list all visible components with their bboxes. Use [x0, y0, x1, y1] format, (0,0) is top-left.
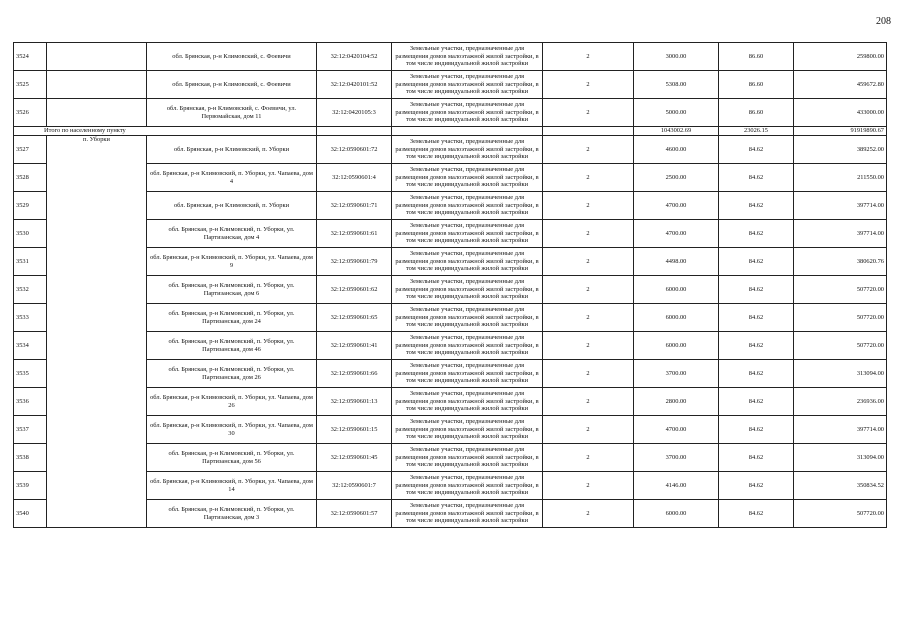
cadastral-value-cell: 507720.00	[794, 332, 887, 360]
rate-cell: 84.62	[719, 276, 794, 304]
land-use-cell: Земельные участки, предназначенные для размещения домов малоэтажной жилой застройки, в том числе индивидуальной жилой застройки	[392, 416, 543, 444]
cadastral-value-cell: 236936.00	[794, 388, 887, 416]
cadastral-value-cell: 389252.00	[794, 136, 887, 164]
row-number: 3536	[14, 388, 47, 416]
cadastral-number: 32:12:0590601:61	[317, 220, 392, 248]
category-cell: 2	[543, 43, 634, 71]
rate-cell: 84.62	[719, 388, 794, 416]
land-use-cell: Земельные участки, предназначенные для размещения домов малоэтажной жилой застройки, в том числе индивидуальной жилой застройки	[392, 500, 543, 528]
address-cell: обл. Брянская, р-н Климовский, п. Уборки, ул. Чапаева, дом 30	[147, 416, 317, 444]
rate-cell: 84.62	[719, 220, 794, 248]
table-row	[14, 99, 887, 127]
cadastral-value-cell: 380620.76	[794, 248, 887, 276]
category-cell: 2	[543, 416, 634, 444]
address-cell: обл. Брянская, р-н Климовский, п. Уборки, ул. Партизанская, дом 6	[147, 276, 317, 304]
cadastral-value-cell: 397714.00	[794, 220, 887, 248]
category-cell: 2	[543, 276, 634, 304]
cadastral-value-cell: 507720.00	[794, 304, 887, 332]
category-cell: 2	[543, 500, 634, 528]
category-cell: 2	[543, 164, 634, 192]
row-number: 3539	[14, 472, 47, 500]
land-use-cell: Земельные участки, предназначенные для размещения домов малоэтажной жилой застройки, в том числе индивидуальной жилой застройки	[392, 360, 543, 388]
category-cell: 2	[543, 248, 634, 276]
land-use-cell: Земельные участки, предназначенные для размещения домов малоэтажной жилой застройки, в том числе индивидуальной жилой застройки	[392, 99, 543, 127]
total-rate: 23026.15	[719, 127, 794, 136]
area-cell: 4498.00	[634, 248, 719, 276]
land-use-cell: Земельные участки, предназначенные для размещения домов малоэтажной жилой застройки, в том числе индивидуальной жилой застройки	[392, 304, 543, 332]
area-cell: 2800.00	[634, 388, 719, 416]
rate-cell: 84.62	[719, 444, 794, 472]
rate-cell: 84.62	[719, 332, 794, 360]
category-cell: 2	[543, 444, 634, 472]
cadastral-value-cell: 313094.00	[794, 360, 887, 388]
land-use-cell: Земельные участки, предназначенные для размещения домов малоэтажной жилой застройки, в том числе индивидуальной жилой застройки	[392, 248, 543, 276]
land-use-cell: Земельные участки, предназначенные для размещения домов малоэтажной жилой застройки, в том числе индивидуальной жилой застройки	[392, 43, 543, 71]
cadastral-number: 32:12:0590601:4	[317, 164, 392, 192]
rate-cell: 84.62	[719, 248, 794, 276]
area-cell: 6000.00	[634, 500, 719, 528]
cadastral-value-cell: 397714.00	[794, 416, 887, 444]
address-cell: обл. Брянская, р-н Климовский, п. Уборки, ул. Партизанская, дом 46	[147, 332, 317, 360]
row-number: 3538	[14, 444, 47, 472]
cadastral-value-cell: 313094.00	[794, 444, 887, 472]
rate-cell: 84.62	[719, 416, 794, 444]
area-cell: 5000.00	[634, 99, 719, 127]
category-cell: 2	[543, 71, 634, 99]
cadastral-number: 32:12:0590601:65	[317, 304, 392, 332]
rate-cell: 86.60	[719, 43, 794, 71]
rate-cell: 84.62	[719, 472, 794, 500]
locality-cell	[47, 99, 147, 127]
cadastral-number: 32:12:0420105:3	[317, 99, 392, 127]
cadastral-number: 32:12:0590601:79	[317, 248, 392, 276]
row-number: 3527	[14, 136, 47, 164]
area-cell: 6000.00	[634, 332, 719, 360]
row-number: 3533	[14, 304, 47, 332]
total-empty-use	[392, 127, 543, 136]
address-cell: обл. Брянская, р-н Климовский, п. Уборки, ул. Чапаева, дом 9	[147, 248, 317, 276]
cadastral-value-cell: 433000.00	[794, 99, 887, 127]
table-row	[14, 71, 887, 99]
land-use-cell: Земельные участки, предназначенные для размещения домов малоэтажной жилой застройки, в том числе индивидуальной жилой застройки	[392, 388, 543, 416]
rate-cell: 86.60	[719, 71, 794, 99]
cadastral-value-cell: 507720.00	[794, 276, 887, 304]
row-number: 3534	[14, 332, 47, 360]
cadastral-value-cell: 397714.00	[794, 192, 887, 220]
row-number: 3529	[14, 192, 47, 220]
cadastral-number: 32:12:0420101:52	[317, 71, 392, 99]
category-cell: 2	[543, 360, 634, 388]
address-cell: обл. Брянская, р-н Климовский, п. Уборки	[147, 136, 317, 164]
area-cell: 4700.00	[634, 416, 719, 444]
row-number: 3535	[14, 360, 47, 388]
rate-cell: 84.62	[719, 192, 794, 220]
cadastral-number: 32:12:0590601:45	[317, 444, 392, 472]
locality-cell	[47, 43, 147, 71]
cadastral-number: 32:12:0590601:66	[317, 360, 392, 388]
address-cell: обл. Брянская, р-н Климовский, п. Уборки, ул. Чапаева, дом 4	[147, 164, 317, 192]
area-cell: 4146.00	[634, 472, 719, 500]
cadastral-number: 32:12:0590601:71	[317, 192, 392, 220]
address-cell: обл. Брянская, р-н Климовский, с. Фоевичи, ул. Первомайская, дом 11	[147, 99, 317, 127]
row-number: 3528	[14, 164, 47, 192]
cadastral-number: 32:12:0590601:57	[317, 500, 392, 528]
address-cell: обл. Брянская, р-н Климовский, п. Уборки, ул. Партизанская, дом 24	[147, 304, 317, 332]
area-cell: 2500.00	[634, 164, 719, 192]
land-use-cell: Земельные участки, предназначенные для размещения домов малоэтажной жилой застройки, в том числе индивидуальной жилой застройки	[392, 71, 543, 99]
cadastral-number: 32:12:0590601:72	[317, 136, 392, 164]
address-cell: обл. Брянская, р-н Климовский, п. Уборки, ул. Партизанская, дом 26	[147, 360, 317, 388]
cadastral-number: 32:12:0590601:15	[317, 416, 392, 444]
category-cell: 2	[543, 304, 634, 332]
row-number: 3524	[14, 43, 47, 71]
area-cell: 4700.00	[634, 220, 719, 248]
row-number: 3540	[14, 500, 47, 528]
rate-cell: 84.62	[719, 164, 794, 192]
address-cell: обл. Брянская, р-н Климовский, п. Уборки, ул. Чапаева, дом 14	[147, 472, 317, 500]
row-number: 3525	[14, 71, 47, 99]
land-use-cell: Земельные участки, предназначенные для размещения домов малоэтажной жилой застройки, в том числе индивидуальной жилой застройки	[392, 444, 543, 472]
category-cell: 2	[543, 332, 634, 360]
table-row	[14, 43, 887, 71]
cadastral-number: 32:12:0590601:62	[317, 276, 392, 304]
area-cell: 3700.00	[634, 360, 719, 388]
cadastral-value-cell: 507720.00	[794, 500, 887, 528]
land-use-cell: Земельные участки, предназначенные для размещения домов малоэтажной жилой застройки, в том числе индивидуальной жилой застройки	[392, 276, 543, 304]
category-cell: 2	[543, 136, 634, 164]
row-number: 3526	[14, 99, 47, 127]
address-cell: обл. Брянская, р-н Климовский, с. Фоевичи	[147, 43, 317, 71]
page-number: 208	[876, 16, 891, 27]
table-row	[14, 136, 887, 164]
area-cell: 4600.00	[634, 136, 719, 164]
land-use-cell: Земельные участки, предназначенные для размещения домов малоэтажной жилой застройки, в том числе индивидуальной жилой застройки	[392, 472, 543, 500]
rate-cell: 84.62	[719, 360, 794, 388]
address-cell: обл. Брянская, р-н Климовский, п. Уборки, ул. Партизанская, дом 3	[147, 500, 317, 528]
land-use-cell: Земельные участки, предназначенные для размещения домов малоэтажной жилой застройки, в том числе индивидуальной жилой застройки	[392, 192, 543, 220]
category-cell: 2	[543, 220, 634, 248]
cadastral-number: 32:12:0590601:7	[317, 472, 392, 500]
rate-cell: 84.62	[719, 304, 794, 332]
cadastral-number: 32:12:0590601:13	[317, 388, 392, 416]
rate-cell: 84.62	[719, 500, 794, 528]
row-number: 3531	[14, 248, 47, 276]
row-number: 3537	[14, 416, 47, 444]
land-use-cell: Земельные участки, предназначенные для размещения домов малоэтажной жилой застройки, в том числе индивидуальной жилой застройки	[392, 220, 543, 248]
area-cell: 4700.00	[634, 192, 719, 220]
land-register-table	[13, 42, 887, 528]
area-cell: 5308.00	[634, 71, 719, 99]
area-cell: 3700.00	[634, 444, 719, 472]
total-empty-cadastral	[317, 127, 392, 136]
land-use-cell: Земельные участки, предназначенные для размещения домов малоэтажной жилой застройки, в том числе индивидуальной жилой застройки	[392, 164, 543, 192]
category-cell: 2	[543, 99, 634, 127]
area-cell: 6000.00	[634, 276, 719, 304]
rate-cell: 84.62	[719, 136, 794, 164]
row-number: 3530	[14, 220, 47, 248]
address-cell: обл. Брянская, р-н Климовский, с. Фоевичи	[147, 71, 317, 99]
total-row	[14, 127, 887, 136]
total-value: 91919890.67	[794, 127, 887, 136]
total-empty-category	[543, 127, 634, 136]
cadastral-number: 32:12:0590601:41	[317, 332, 392, 360]
land-use-cell: Земельные участки, предназначенные для размещения домов малоэтажной жилой застройки, в том числе индивидуальной жилой застройки	[392, 136, 543, 164]
category-cell: 2	[543, 192, 634, 220]
rate-cell: 86.60	[719, 99, 794, 127]
locality-name: п. Уборки	[47, 136, 147, 528]
total-area: 1043002.69	[634, 127, 719, 136]
address-cell: обл. Брянская, р-н Климовский, п. Уборки, ул. Партизанская, дом 4	[147, 220, 317, 248]
address-cell: обл. Брянская, р-н Климовский, п. Уборки, ул. Чапаева, дом 26	[147, 388, 317, 416]
address-cell: обл. Брянская, р-н Климовский, п. Уборки	[147, 192, 317, 220]
category-cell: 2	[543, 472, 634, 500]
cadastral-value-cell: 211550.00	[794, 164, 887, 192]
cadastral-value-cell: 459672.80	[794, 71, 887, 99]
area-cell: 6000.00	[634, 304, 719, 332]
row-number: 3532	[14, 276, 47, 304]
land-use-cell: Земельные участки, предназначенные для размещения домов малоэтажной жилой застройки, в том числе индивидуальной жилой застройки	[392, 332, 543, 360]
cadastral-value-cell: 259800.00	[794, 43, 887, 71]
cadastral-number: 32:12:0420104:52	[317, 43, 392, 71]
locality-cell	[47, 71, 147, 99]
total-label: Итого по населенному пункту	[14, 127, 317, 136]
cadastral-value-cell: 350834.52	[794, 472, 887, 500]
category-cell: 2	[543, 388, 634, 416]
area-cell: 3000.00	[634, 43, 719, 71]
address-cell: обл. Брянская, р-н Климовский, п. Уборки, ул. Партизанская, дом 56	[147, 444, 317, 472]
